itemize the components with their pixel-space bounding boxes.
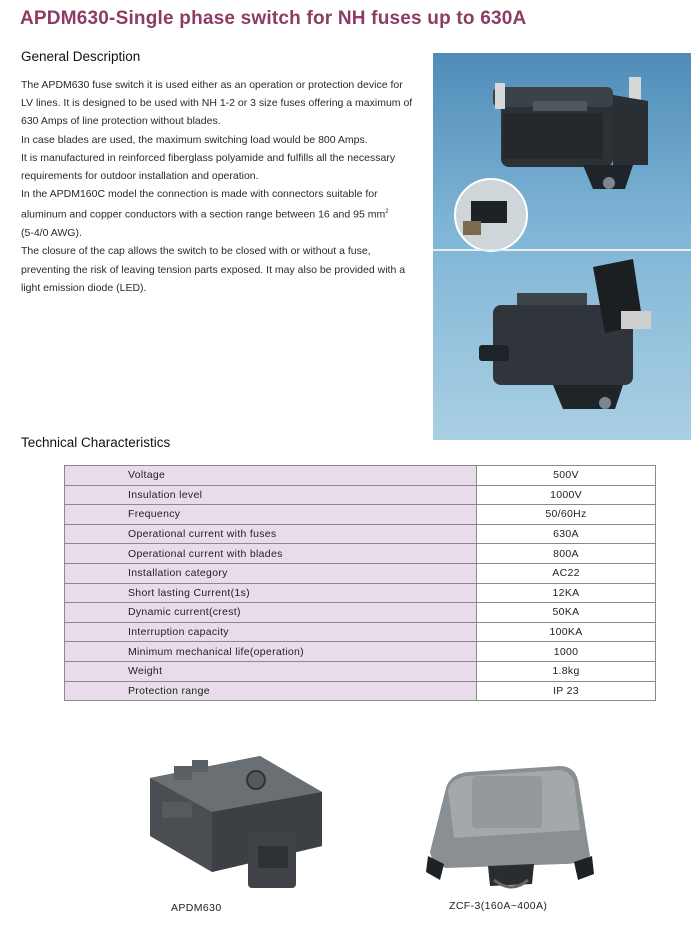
spec-value: 1.8kg (477, 661, 656, 681)
description-paragraph (21, 185, 413, 224)
apdm630-illustration (140, 750, 330, 900)
spec-value: IP 23 (477, 681, 656, 701)
zcf3-caption: ZCF-3(160A~400A) (449, 900, 548, 912)
spec-label: Dynamic current(crest) (65, 603, 477, 623)
description-paragraph: The APDM630 fuse switch it is used either as an operation or protection device for LV lines. It is designed to be used with NH 1-2 or 3 size fuses offering a maximum of 630 Amps of line protection without blades. (21, 79, 413, 128)
apdm630-caption: APDM630 (171, 902, 222, 914)
spec-label: Short lasting Current(1s) (65, 583, 477, 603)
product-photo (433, 53, 691, 440)
table-row (65, 466, 656, 486)
table-row (65, 524, 656, 544)
page-title: APDM630-Single phase switch for NH fuses up to 630A (20, 8, 527, 29)
description-paragraph-text: In the APDM160C model the connection is made with connectors suitable for aluminum and copper conductors with a section range between 16 and 95 mm (21, 188, 386, 221)
spec-value: 50/60Hz (477, 505, 656, 525)
spec-value: 1000V (477, 485, 656, 505)
spec-label: Installation category (65, 563, 477, 583)
spec-label: Insulation level (65, 485, 477, 505)
zcf3-product-image (424, 760, 596, 890)
spec-value: 500V (477, 466, 656, 486)
technical-characteristics-heading: Technical Characteristics (21, 435, 171, 450)
spec-label: Operational current with blades (65, 544, 477, 564)
spec-value: 50KA (477, 603, 656, 623)
apdm630-product-image (140, 750, 330, 900)
general-description-heading: General Description (21, 49, 141, 64)
general-description-text (21, 76, 413, 297)
spec-label: Frequency (65, 505, 477, 525)
spec-value: 630A (477, 524, 656, 544)
table-row (65, 642, 656, 662)
table-row (65, 661, 656, 681)
spec-label: Voltage (65, 466, 477, 486)
technical-characteristics-table (64, 465, 656, 701)
table-row (65, 563, 656, 583)
table-row (65, 603, 656, 623)
description-paragraph: It is manufactured in reinforced fiberglass polyamide and fulfills all the necessary requirements for outdoor installation and operation. (21, 151, 396, 183)
spec-label: Minimum mechanical life(operation) (65, 642, 477, 662)
fuse-switch-photo-illustration (433, 53, 691, 440)
spec-label: Weight (65, 661, 477, 681)
spec-value: 1000 (477, 642, 656, 662)
spec-label: Interruption capacity (65, 622, 477, 642)
table-row (65, 505, 656, 525)
table-row (65, 583, 656, 603)
table-row (65, 485, 656, 505)
description-paragraph: The closure of the cap allows the switch to be closed with or without a fuse, preventing the risk of leaving tension parts exposed. It may also be provided with a light emission diode (LED). (21, 245, 406, 294)
photo-divider (433, 249, 691, 251)
spec-label: Operational current with fuses (65, 524, 477, 544)
spec-label: Protection range (65, 681, 477, 701)
zcf3-illustration (424, 760, 596, 890)
table-row (65, 681, 656, 701)
spec-value: 12KA (477, 583, 656, 603)
description-paragraph: (5-4/0 AWG). (21, 227, 82, 240)
description-paragraph: In case blades are used, the maximum switching load would be 800 Amps. (21, 133, 368, 146)
spec-value: 100KA (477, 622, 656, 642)
spec-value: 800A (477, 544, 656, 564)
table-row (65, 622, 656, 642)
table-row (65, 544, 656, 564)
superscript-2: 2 (385, 209, 389, 216)
spec-value: AC22 (477, 563, 656, 583)
